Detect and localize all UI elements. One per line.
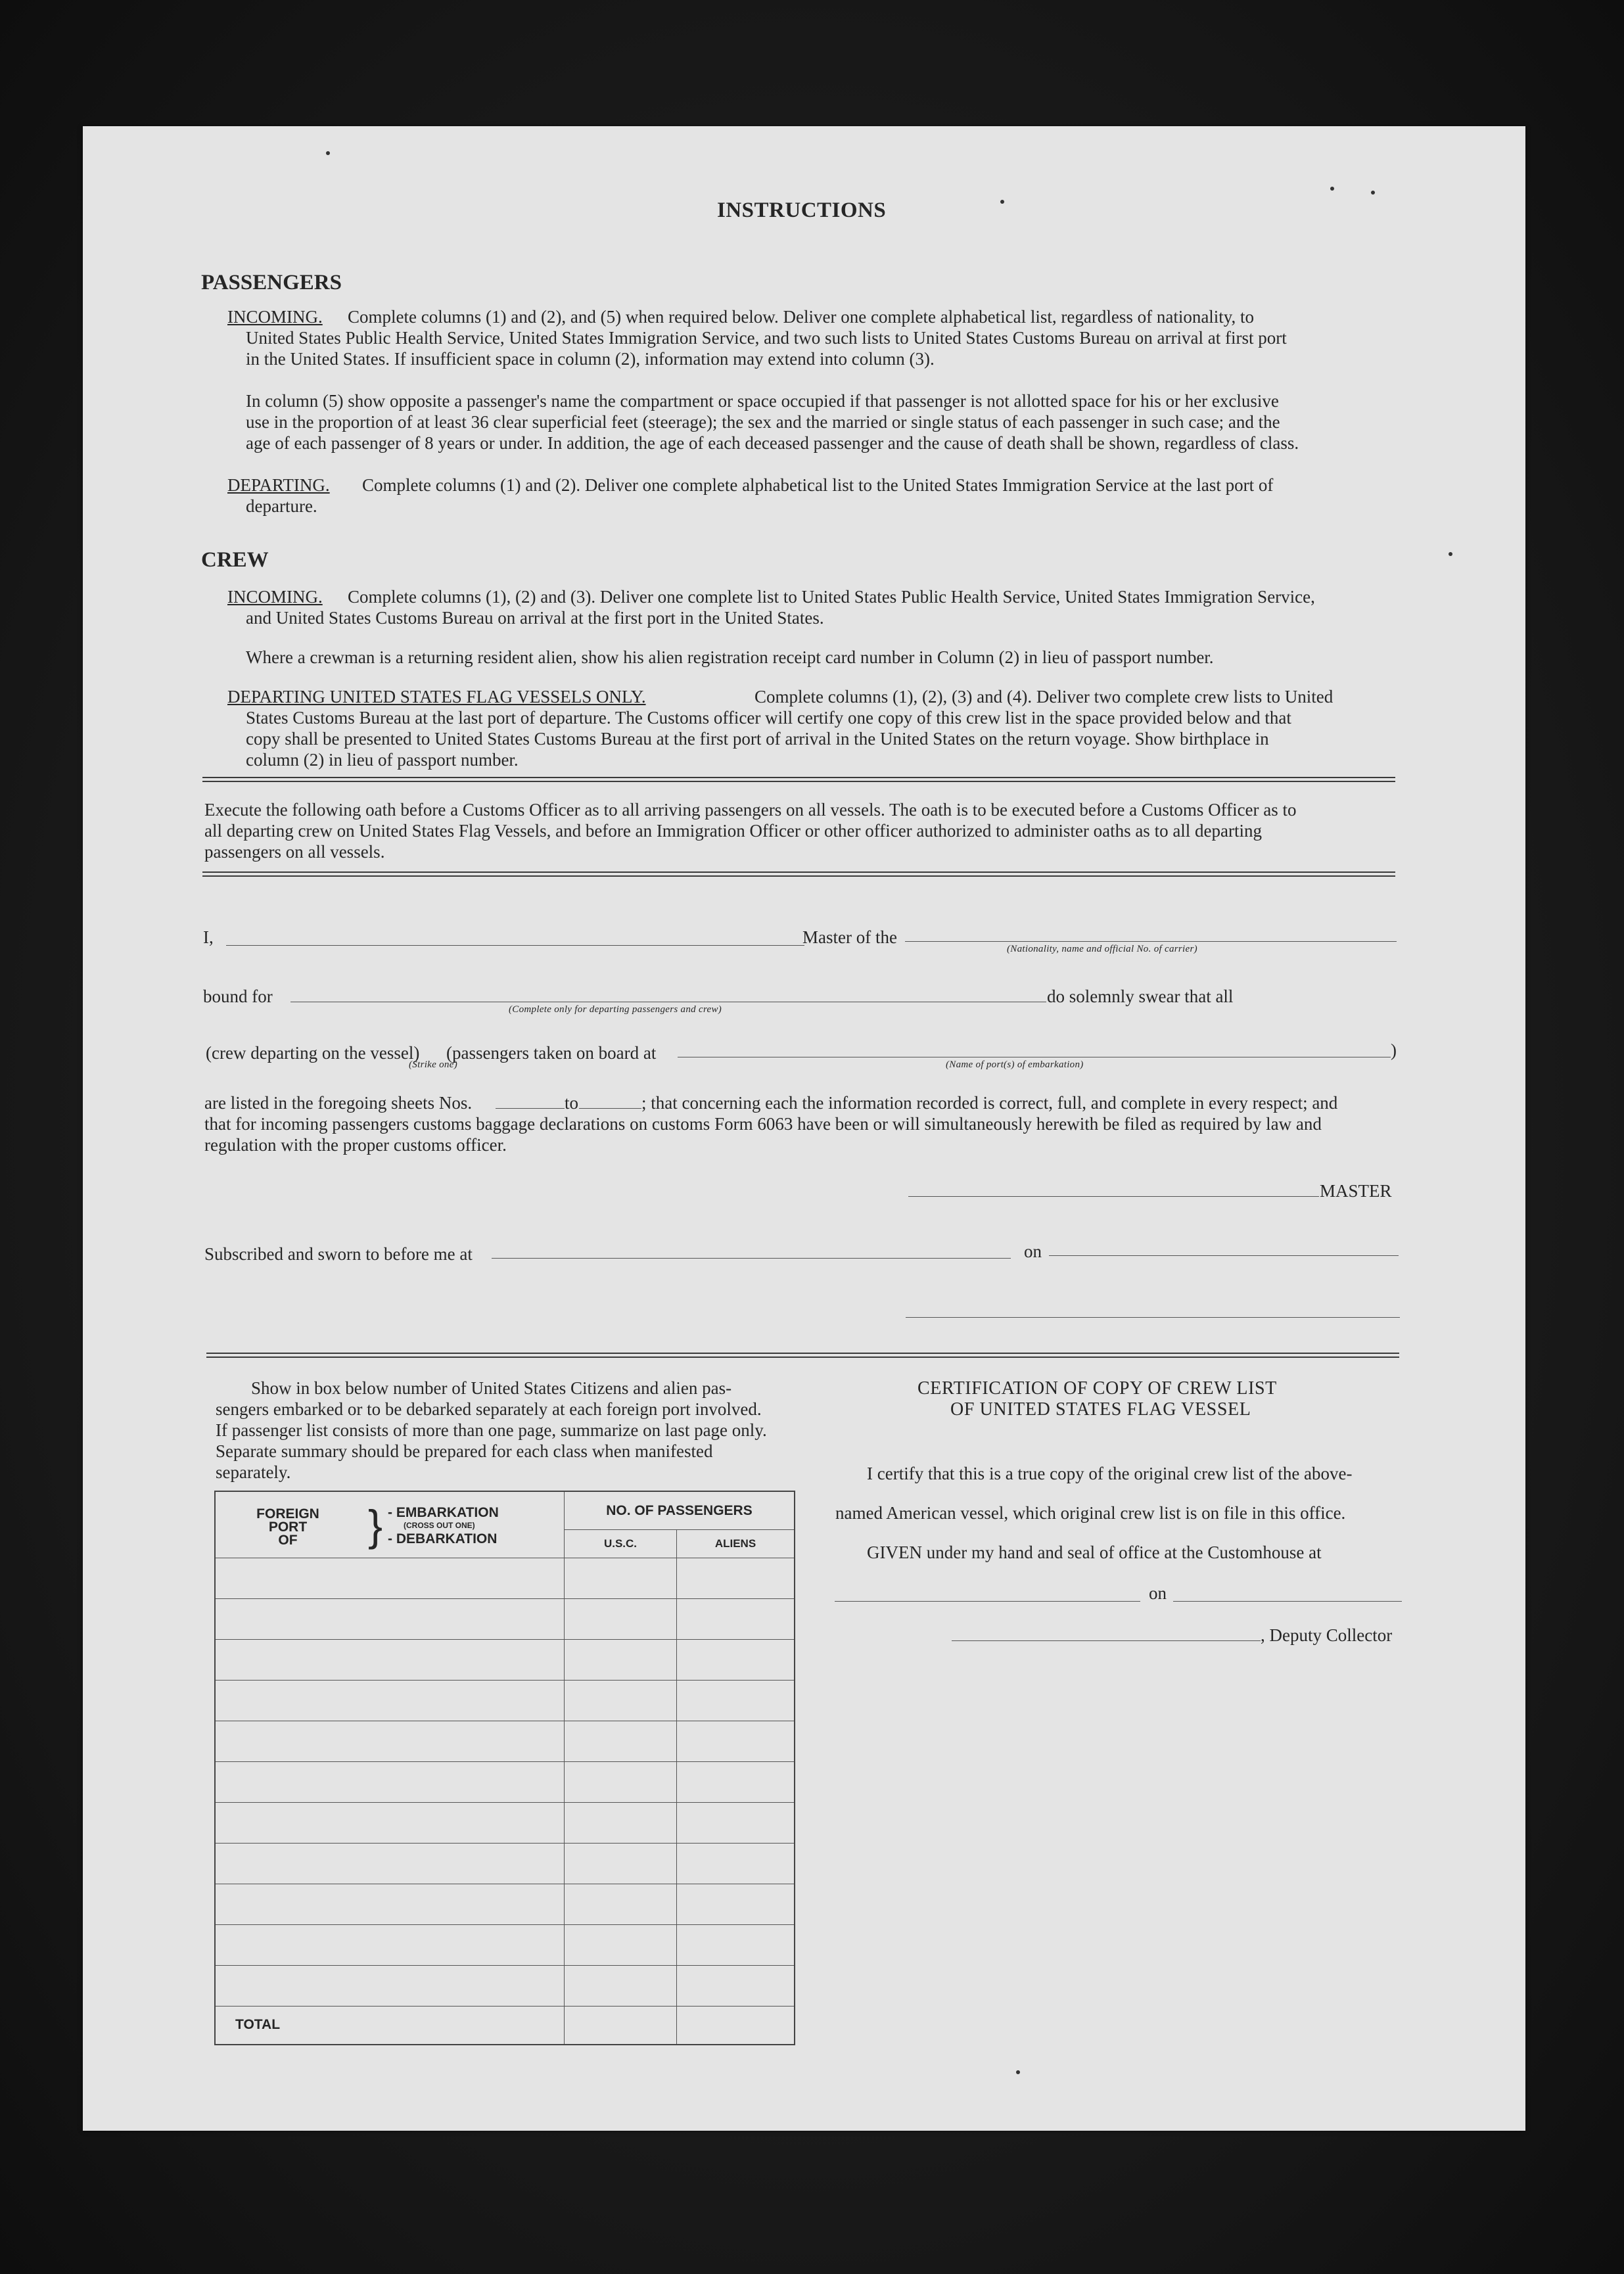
of-label: OF xyxy=(278,1533,298,1548)
column5-line-2: use in the proportion of at least 36 clear superficial feet (steerage); the sex and the married or single status of each passenger in such case; and the xyxy=(246,412,1280,432)
certification-on-label: on xyxy=(1149,1583,1167,1603)
bound-for-label: bound for xyxy=(203,986,273,1006)
form-page xyxy=(83,126,1525,2131)
scan-speck xyxy=(326,151,330,155)
subscribed-date-field[interactable] xyxy=(1049,1255,1399,1256)
port-cell[interactable] xyxy=(215,1721,565,1762)
passengers-incoming-line-3: in the United States. If insufficient space in column (2), information may extend into column (3). xyxy=(246,349,935,369)
passengers-incoming-line-1: Complete columns (1) and (2), and (5) when required below. Deliver one complete alphabetical list, regardless of nationality, to xyxy=(348,307,1255,327)
summary-row xyxy=(215,1844,795,1884)
usc-cell[interactable] xyxy=(565,1884,677,1925)
deputy-collector-label: , Deputy Collector xyxy=(1261,1625,1393,1645)
port-cell[interactable] xyxy=(215,1844,565,1884)
scan-speck xyxy=(1000,200,1004,204)
passengers-heading: PASSENGERS xyxy=(201,271,342,294)
scan-speck xyxy=(1371,191,1375,195)
summary-row xyxy=(215,1966,795,2007)
usc-header: U.S.C. xyxy=(565,1530,677,1558)
master-label: MASTER xyxy=(1320,1181,1392,1201)
aliens-header: ALIENS xyxy=(677,1530,795,1558)
divider-rule xyxy=(206,1353,1399,1354)
foreign-label: FOREIGN xyxy=(256,1506,319,1521)
summary-row xyxy=(215,1640,795,1681)
summary-row xyxy=(215,1599,795,1640)
certify-line-1: I certify that this is a true copy of the original crew list of the above- xyxy=(867,1464,1353,1483)
crew-incoming-line-2: and United States Customs Bureau on arrival at the first port in the United States. xyxy=(246,608,824,628)
usc-cell[interactable] xyxy=(565,1721,677,1762)
summary-row xyxy=(215,1925,795,1966)
deputy-signature-field[interactable] xyxy=(952,1640,1261,1641)
total-label-cell xyxy=(215,2007,565,2045)
customhouse-field[interactable] xyxy=(835,1601,1140,1602)
summary-note-line-4: Separate summary should be prepared for each class when manifested xyxy=(216,1441,713,1461)
crew-incoming-label: INCOMING. xyxy=(227,587,323,607)
divider-rule xyxy=(206,1357,1399,1358)
page-title: INSTRUCTIONS xyxy=(717,198,887,222)
oath-intro-line-3: passengers on all vessels. xyxy=(204,842,385,862)
passenger-summary-table xyxy=(214,1491,795,2045)
master-signature-field[interactable] xyxy=(908,1196,1319,1197)
oath-i-label: I, xyxy=(203,927,214,947)
passengers-boarded-option: (passengers taken on board at xyxy=(446,1043,657,1063)
usc-cell[interactable] xyxy=(565,1599,677,1640)
usc-cell[interactable] xyxy=(565,1803,677,1844)
summary-note-line-1: Show in box below number of United States Citizens and alien pas- xyxy=(251,1378,732,1398)
total-label: TOTAL xyxy=(235,2017,281,2033)
scan-speck xyxy=(1330,187,1334,191)
sheets-from-field[interactable] xyxy=(496,1108,565,1109)
passengers-incoming-line-2: United States Public Health Service, United States Immigration Service, and two such lists to United States Customs Bureau on arrival at first port xyxy=(246,328,1287,348)
officer-signature-field[interactable] xyxy=(906,1317,1400,1318)
embarkation-label: - EMBARKATION xyxy=(388,1505,499,1520)
passengers-departing-line-1: Complete columns (1) and (2). Deliver one complete alphabetical list to the United States Immigration Service at the last port of xyxy=(362,475,1274,495)
no-passengers-header: NO. OF PASSENGERS xyxy=(565,1491,795,1530)
usc-cell[interactable] xyxy=(565,1640,677,1681)
debarkation-label: - DEBARKATION xyxy=(388,1531,498,1546)
column5-line-1: In column (5) show opposite a passenger's name the compartment or space occupied if that passenger is not allotted space for his or her exclusive xyxy=(246,391,1279,411)
swear-label: do solemnly swear that all xyxy=(1047,986,1234,1006)
usc-cell[interactable] xyxy=(565,1925,677,1966)
summary-row xyxy=(215,1884,795,1925)
crew-flag-line-4: column (2) in lieu of passport number. xyxy=(246,750,519,770)
total-usc-cell[interactable] xyxy=(565,2007,677,2045)
port-cell[interactable] xyxy=(215,1762,565,1803)
aliens-cell[interactable] xyxy=(677,1966,795,2007)
crew-incoming-line-1: Complete columns (1), (2) and (3). Deliver one complete list to United States Public Health Service, United States Immigration Service, xyxy=(348,587,1315,607)
usc-cell[interactable] xyxy=(565,1558,677,1599)
certification-date-field[interactable] xyxy=(1173,1601,1402,1602)
crew-flag-label: DEPARTING UNITED STATES FLAG VESSELS ONLY. xyxy=(227,687,646,707)
master-name-field[interactable] xyxy=(226,945,804,946)
master-of-label: Master of the xyxy=(802,927,897,947)
sheets-to-field[interactable] xyxy=(579,1108,641,1109)
brace-icon: } xyxy=(368,1501,383,1550)
close-paren: ) xyxy=(1391,1040,1397,1060)
aliens-cell[interactable] xyxy=(677,1599,795,1640)
sheets-to-label: to xyxy=(565,1093,579,1113)
port-cell[interactable] xyxy=(215,1681,565,1721)
summary-note-line-3: If passenger list consists of more than one page, summarize on last page only. xyxy=(216,1420,767,1440)
aliens-cell[interactable] xyxy=(677,1681,795,1721)
crew-departing-option: (crew departing on the vessel) xyxy=(206,1043,420,1063)
given-line: GIVEN under my hand and seal of office at the Customhouse at xyxy=(867,1543,1322,1562)
carrier-caption: (Nationality, name and official No. of carrier) xyxy=(1007,944,1197,954)
summary-row xyxy=(215,1558,795,1599)
scan-speck xyxy=(1016,2070,1020,2074)
aliens-cell[interactable] xyxy=(677,1925,795,1966)
ports-caption: (Name of port(s) of embarkation) xyxy=(946,1059,1084,1070)
port-header-cell xyxy=(215,1491,565,1558)
sheets-line-2: that for incoming passengers customs baggage declarations on customs Form 6063 have been or will simultaneously herewith be filed as required by law and xyxy=(204,1114,1322,1134)
sheets-text-b: ; that concerning each the information recorded is correct, full, and complete in every respect; and xyxy=(641,1093,1338,1113)
bound-caption: (Complete only for departing passengers and crew) xyxy=(509,1004,722,1015)
port-cell[interactable] xyxy=(215,1599,565,1640)
subscribed-label: Subscribed and sworn to before me at xyxy=(204,1244,473,1264)
summary-row xyxy=(215,1803,795,1844)
aliens-cell[interactable] xyxy=(677,1803,795,1844)
crew-flag-line-2: States Customs Bureau at the last port of departure. The Customs officer will certify one copy of this crew list in the space provided below and that xyxy=(246,708,1291,728)
usc-cell[interactable] xyxy=(565,1681,677,1721)
aliens-cell[interactable] xyxy=(677,1640,795,1681)
total-aliens-cell[interactable] xyxy=(677,2007,795,2045)
usc-cell[interactable] xyxy=(565,1844,677,1884)
subscribed-place-field[interactable] xyxy=(492,1258,1011,1259)
aliens-cell[interactable] xyxy=(677,1558,795,1599)
usc-cell[interactable] xyxy=(565,1762,677,1803)
port-cell[interactable] xyxy=(215,1640,565,1681)
oath-intro-line-1: Execute the following oath before a Customs Officer as to all arriving passengers on all vessels. The oath is to be executed before a Customs Officer as to xyxy=(204,800,1297,820)
summary-note-line-2: sengers embarked or to be debarked separately at each foreign port involved. xyxy=(216,1399,762,1419)
aliens-cell[interactable] xyxy=(677,1884,795,1925)
summary-row xyxy=(215,1762,795,1803)
crew-flag-line-3: copy shall be presented to United States Customs Bureau at the first port of arrival in the United States on the return voyage. Show birthplace in xyxy=(246,729,1269,749)
port-label: PORT xyxy=(268,1520,308,1535)
carrier-field[interactable] xyxy=(905,941,1397,942)
summary-note-line-5: separately. xyxy=(216,1462,291,1482)
sheets-line-3: regulation with the proper customs officer. xyxy=(204,1135,507,1155)
scan-speck xyxy=(1449,552,1452,556)
summary-row xyxy=(215,1681,795,1721)
aliens-cell[interactable] xyxy=(677,1844,795,1884)
summary-row xyxy=(215,1721,795,1762)
aliens-cell[interactable] xyxy=(677,1762,795,1803)
oath-intro-line-2: all departing crew on United States Flag Vessels, and before an Immigration Officer or other officer authorized to administer oaths as to all departing xyxy=(204,821,1263,841)
crew-resident-alien: Where a crewman is a returning resident alien, show his alien registration receipt card number in Column (2) in lieu of passport number. xyxy=(246,647,1214,667)
passengers-incoming-label: INCOMING. xyxy=(227,307,323,327)
divider-rule xyxy=(202,875,1395,877)
subscribed-on-label: on xyxy=(1024,1241,1042,1261)
total-row xyxy=(215,2007,795,2045)
sheets-text-a: are listed in the foregoing sheets Nos. xyxy=(204,1093,473,1113)
cross-out-label: (CROSS OUT ONE) xyxy=(404,1521,475,1530)
divider-rule xyxy=(202,777,1395,778)
certify-line-2: named American vessel, which original crew list is on file in this office. xyxy=(835,1503,1346,1523)
port-cell[interactable] xyxy=(215,1558,565,1599)
passengers-departing-label: DEPARTING. xyxy=(227,475,330,495)
port-cell[interactable] xyxy=(215,1966,565,2007)
certification-title-2: OF UNITED STATES FLAG VESSEL xyxy=(950,1399,1251,1420)
column5-line-3: age of each passenger of 8 years or under. In addition, the age of each deceased passenger and the cause of death shall be shown, regardless of class. xyxy=(246,433,1299,453)
crew-flag-line-1: Complete columns (1), (2), (3) and (4). Deliver two complete crew lists to United xyxy=(754,687,1334,707)
passengers-departing-line-2: departure. xyxy=(246,496,317,516)
strike-caption: (Strike one) xyxy=(409,1059,457,1070)
aliens-cell[interactable] xyxy=(677,1721,795,1762)
divider-rule xyxy=(202,871,1395,873)
certification-title-1: CERTIFICATION OF COPY OF CREW LIST xyxy=(917,1378,1277,1399)
port-cell[interactable] xyxy=(215,1925,565,1966)
crew-heading: CREW xyxy=(201,548,269,572)
usc-cell[interactable] xyxy=(565,1966,677,2007)
port-cell[interactable] xyxy=(215,1803,565,1844)
port-cell[interactable] xyxy=(215,1884,565,1925)
divider-rule xyxy=(202,781,1395,782)
